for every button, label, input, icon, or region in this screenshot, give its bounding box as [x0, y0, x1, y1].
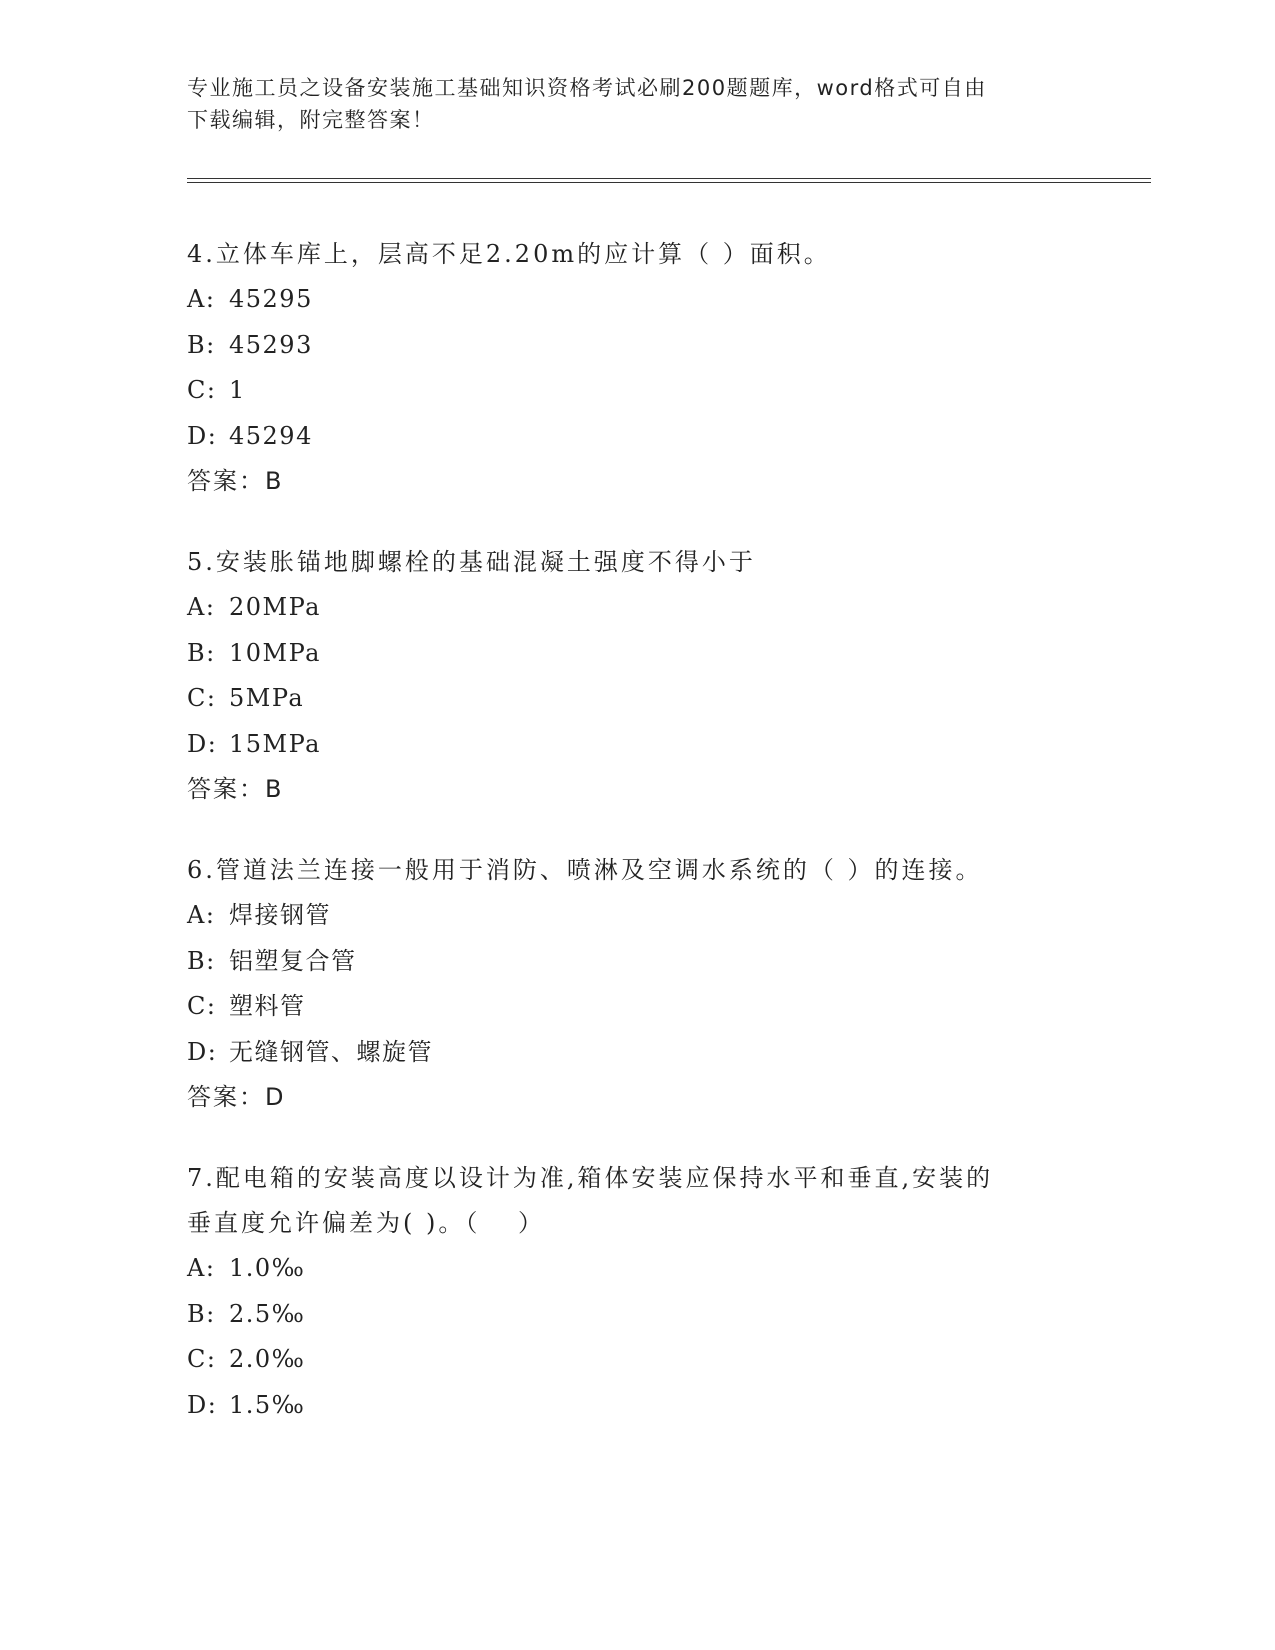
option-key: C:	[187, 992, 217, 1020]
option-key: A:	[187, 593, 216, 621]
option-text: 10MPa	[229, 638, 321, 667]
option-text: 1	[229, 376, 246, 404]
question-block	[187, 540, 1087, 811]
option-text: 无缝钢管、螺旋管	[229, 1037, 433, 1066]
question-stem: 7.配电箱的安装高度以设计为准,箱体安装应保持水平和垂直,安装的	[187, 1164, 994, 1192]
answer-option	[187, 631, 1087, 677]
option-key: B:	[187, 638, 216, 667]
answer-option	[187, 414, 1087, 460]
header-line-1: 专业施工员之设备安装施工基础知识资格考试必刷200题题库，word格式可自由	[187, 76, 987, 100]
option-key: C:	[187, 1345, 217, 1373]
answer-option	[187, 1246, 1087, 1292]
option-text: 焊接钢管	[229, 901, 331, 929]
option-text: 45294	[229, 421, 313, 450]
option-text: 2.5‰	[229, 1299, 306, 1328]
option-key: C:	[187, 684, 217, 712]
document-header	[187, 72, 1067, 136]
option-text: 20MPa	[229, 593, 321, 621]
option-text: 45293	[229, 330, 313, 359]
option-text: 45295	[229, 285, 313, 313]
question-list	[187, 232, 1087, 1465]
rule-line	[187, 178, 1151, 179]
rule-line	[187, 182, 1151, 183]
option-key: A:	[187, 285, 216, 313]
option-text: 塑料管	[229, 992, 306, 1020]
answer-option	[187, 1030, 1087, 1076]
answer-option	[187, 1383, 1087, 1429]
question-stem: 6.管道法兰连接一般用于消防、喷淋及空调水系统的（ ）的连接。	[187, 856, 983, 884]
answer-option	[187, 368, 1087, 414]
answer-option	[187, 939, 1087, 985]
option-key: B:	[187, 330, 216, 359]
question-block	[187, 848, 1087, 1119]
answer-option	[187, 323, 1087, 369]
answer-option	[187, 1337, 1087, 1383]
answer-key: 答案：B	[187, 467, 284, 495]
option-text: 5MPa	[229, 684, 305, 712]
option-key: C:	[187, 376, 217, 404]
option-key: A:	[187, 901, 216, 929]
option-key: A:	[187, 1254, 216, 1282]
question-block	[187, 232, 1087, 503]
option-key: D:	[187, 1390, 218, 1419]
header-line-2: 下载编辑，附完整答案！	[187, 108, 435, 132]
answer-option	[187, 722, 1087, 768]
answer-option	[187, 277, 1087, 323]
option-text: 15MPa	[229, 729, 321, 758]
answer-key: 答案：B	[187, 775, 284, 803]
option-text: 2.0‰	[229, 1345, 306, 1373]
option-key: B:	[187, 1299, 216, 1328]
answer-option	[187, 893, 1087, 939]
answer-option	[187, 984, 1087, 1030]
option-text: 1.5‰	[229, 1390, 306, 1419]
option-key: D:	[187, 1037, 218, 1066]
option-key: D:	[187, 421, 218, 450]
option-key: B:	[187, 946, 216, 975]
question-stem: 垂直度允许偏差为( )。（ ）	[187, 1209, 545, 1237]
option-text: 1.0‰	[229, 1254, 306, 1282]
header-double-rule	[187, 178, 1151, 183]
question-stem: 4.立体车库上，层高不足2.20m的应计算（ ）面积。	[187, 240, 831, 268]
answer-key: 答案：D	[187, 1083, 286, 1111]
question-stem: 5.安装胀锚地脚螺栓的基础混凝土强度不得小于	[187, 548, 756, 576]
answer-option	[187, 585, 1087, 631]
option-text: 铝塑复合管	[229, 946, 357, 975]
option-key: D:	[187, 729, 218, 758]
answer-option	[187, 676, 1087, 722]
question-block	[187, 1156, 1087, 1428]
answer-option	[187, 1292, 1087, 1338]
